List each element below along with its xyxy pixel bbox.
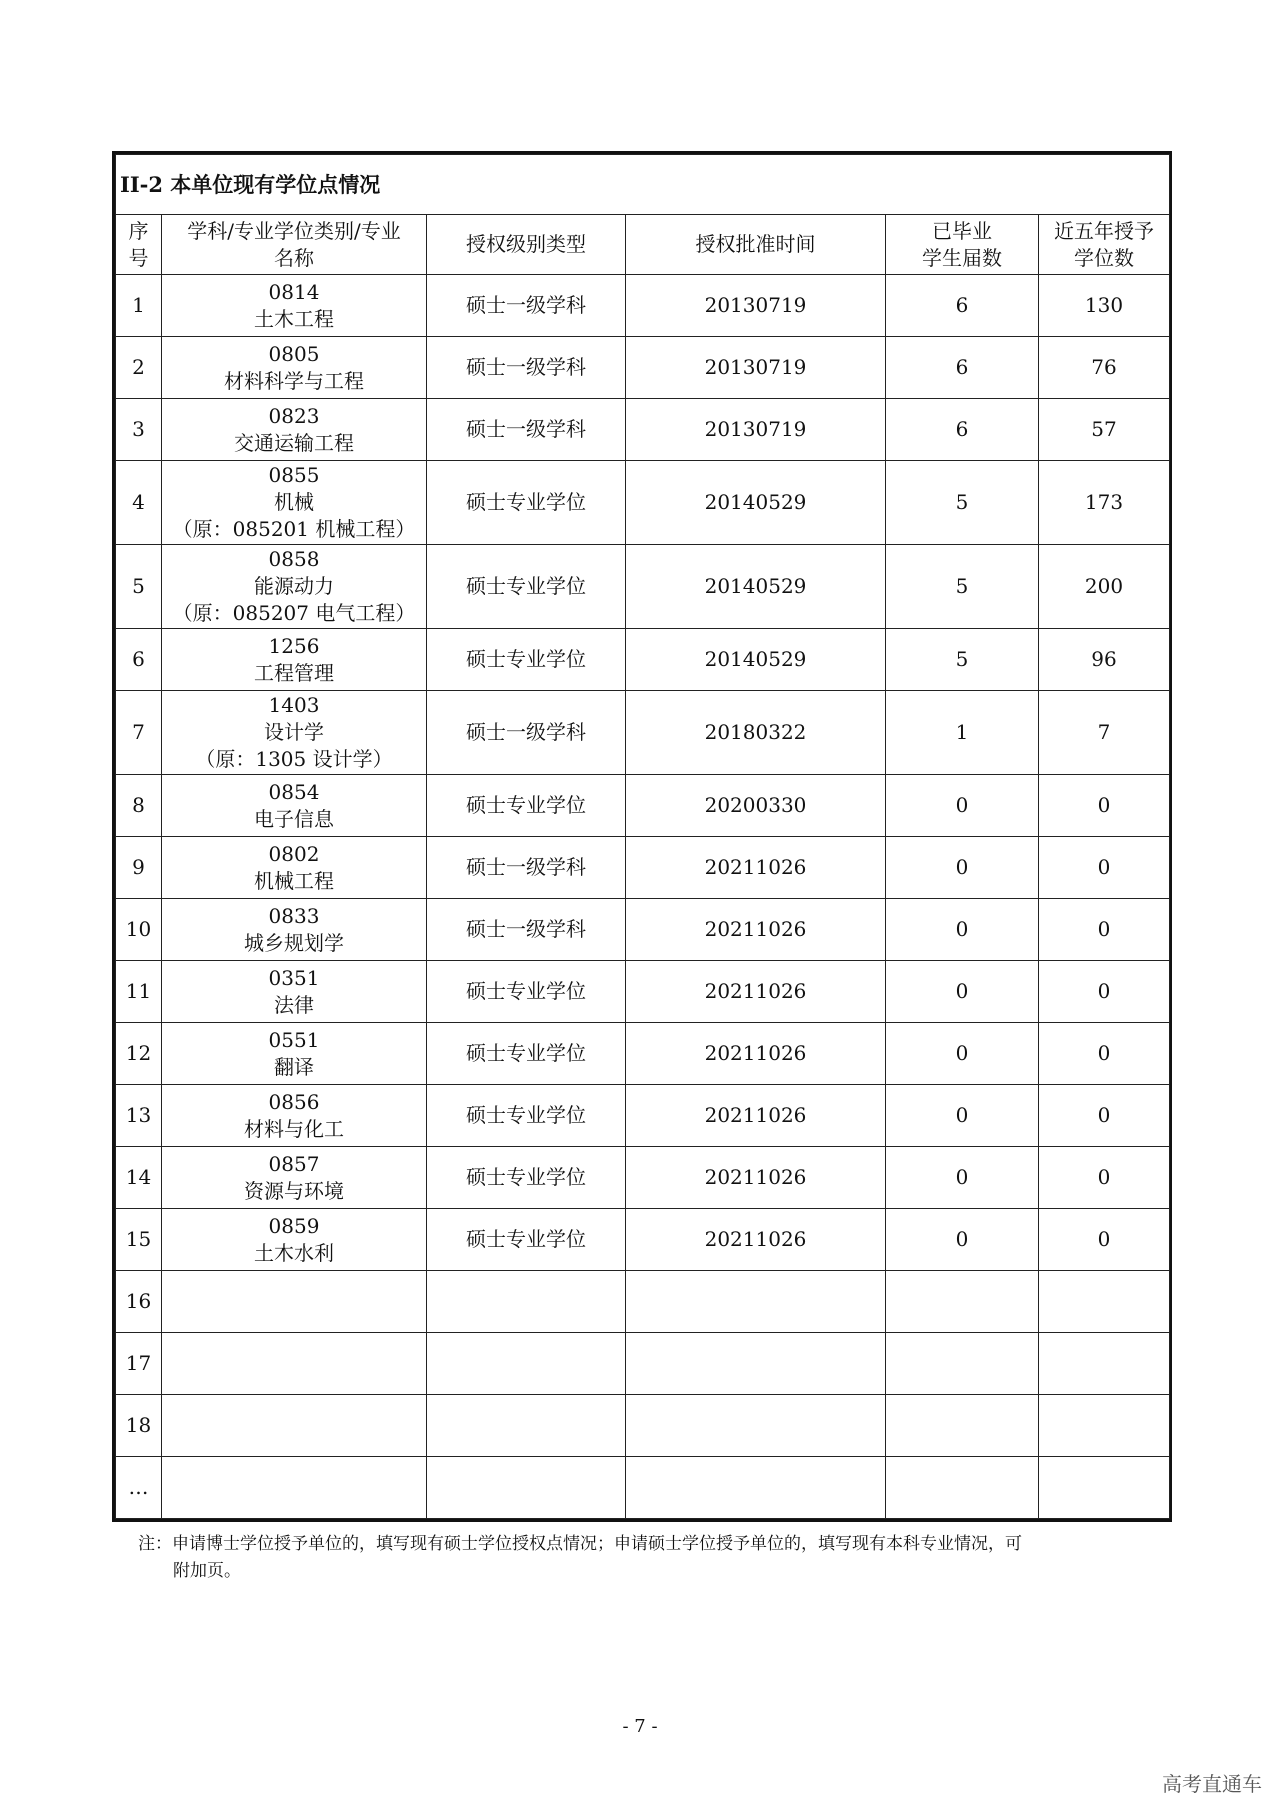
- cell-index: 17: [116, 1333, 162, 1395]
- cell-index: 4: [116, 461, 162, 545]
- table-row: [116, 899, 1170, 961]
- cell-subject: [162, 1023, 427, 1085]
- cell-grads: 6: [886, 275, 1039, 337]
- blank-row: [116, 1271, 1170, 1333]
- cell-index: 13: [116, 1085, 162, 1147]
- cell-type: 硕士专业学位: [427, 1147, 626, 1209]
- subject-name: 电子信息: [254, 806, 334, 831]
- cell-degrees: 0: [1039, 775, 1170, 837]
- subject-name: 机械工程: [254, 868, 334, 893]
- header-type: 授权级别类型: [427, 215, 626, 275]
- cell-empty: [886, 1271, 1039, 1333]
- cell-time: 20211026: [626, 1023, 886, 1085]
- subject-code: 0858: [268, 547, 320, 571]
- subject-name: 土木工程: [254, 306, 334, 331]
- cell-empty: [626, 1457, 886, 1519]
- cell-index: 9: [116, 837, 162, 899]
- table-row: [116, 629, 1170, 691]
- cell-grads: 5: [886, 545, 1039, 629]
- cell-degrees: 96: [1039, 629, 1170, 691]
- header-degrees: 近五年授予 学位数: [1039, 215, 1170, 275]
- cell-degrees: 200: [1039, 545, 1170, 629]
- cell-time: 20200330: [626, 775, 886, 837]
- cell-empty: [427, 1395, 626, 1457]
- cell-index: …: [116, 1457, 162, 1519]
- cell-grads: 0: [886, 775, 1039, 837]
- blank-row: [116, 1457, 1170, 1519]
- subject-code: 0351: [268, 965, 320, 990]
- cell-index: 3: [116, 399, 162, 461]
- cell-index: 14: [116, 1147, 162, 1209]
- cell-grads: 1: [886, 691, 1039, 775]
- cell-empty: [1039, 1457, 1170, 1519]
- table-row: [116, 275, 1170, 337]
- cell-subject: [162, 275, 427, 337]
- cell-time: 20211026: [626, 1085, 886, 1147]
- cell-time: 20130719: [626, 337, 886, 399]
- cell-empty: [162, 1333, 427, 1395]
- cell-empty: [427, 1271, 626, 1333]
- subject-original: （原：085207 电气工程）: [172, 601, 416, 625]
- cell-index: 2: [116, 337, 162, 399]
- cell-degrees: 57: [1039, 399, 1170, 461]
- cell-index: 7: [116, 691, 162, 775]
- cell-type: 硕士专业学位: [427, 1085, 626, 1147]
- cell-empty: [162, 1395, 427, 1457]
- cell-subject: [162, 691, 427, 775]
- subject-code: 0854: [268, 779, 320, 804]
- cell-grads: 0: [886, 1147, 1039, 1209]
- cell-type: 硕士专业学位: [427, 545, 626, 629]
- cell-empty: [1039, 1333, 1170, 1395]
- cell-time: 20211026: [626, 1147, 886, 1209]
- cell-degrees: 0: [1039, 837, 1170, 899]
- cell-type: 硕士专业学位: [427, 1023, 626, 1085]
- cell-empty: [162, 1457, 427, 1519]
- cell-type: 硕士专业学位: [427, 775, 626, 837]
- cell-empty: [1039, 1271, 1170, 1333]
- cell-type: 硕士一级学科: [427, 399, 626, 461]
- cell-subject: [162, 899, 427, 961]
- cell-grads: 0: [886, 899, 1039, 961]
- cell-index: 6: [116, 629, 162, 691]
- cell-empty: [427, 1333, 626, 1395]
- cell-degrees: 0: [1039, 1209, 1170, 1271]
- table-row: [116, 837, 1170, 899]
- footnote-line-1: 注：申请博士学位授予单位的，填写现有硕士学位授权点情况；申请硕士学位授予单位的，填写现有本科专业情况，可: [138, 1534, 1022, 1554]
- subject-name: 设计学: [264, 720, 324, 744]
- cell-grads: 0: [886, 1085, 1039, 1147]
- table-row: [116, 1023, 1170, 1085]
- cell-time: 20140529: [626, 629, 886, 691]
- section-title: II-2 本单位现有学位点情况: [116, 155, 1170, 215]
- cell-empty: [886, 1395, 1039, 1457]
- degree-table: [115, 154, 1170, 1519]
- cell-time: 20130719: [626, 399, 886, 461]
- table-row: [116, 399, 1170, 461]
- subject-original: （原：1305 设计学）: [195, 747, 393, 771]
- subject-code: 0857: [268, 1151, 320, 1176]
- table-row: [116, 691, 1170, 775]
- cell-index: 11: [116, 961, 162, 1023]
- subject-code: 1403: [268, 693, 320, 717]
- cell-time: 20211026: [626, 961, 886, 1023]
- cell-subject: [162, 399, 427, 461]
- cell-degrees: 173: [1039, 461, 1170, 545]
- subject-name: 能源动力: [254, 574, 334, 598]
- table-row: [116, 1085, 1170, 1147]
- cell-degrees: 0: [1039, 1085, 1170, 1147]
- cell-subject: [162, 1085, 427, 1147]
- subject-name: 材料与化工: [244, 1116, 344, 1141]
- header-time: 授权批准时间: [626, 215, 886, 275]
- table-row: [116, 337, 1170, 399]
- cell-subject: [162, 837, 427, 899]
- cell-type: 硕士专业学位: [427, 461, 626, 545]
- table-row: [116, 961, 1170, 1023]
- subject-code: 1256: [268, 633, 320, 658]
- cell-type: 硕士一级学科: [427, 337, 626, 399]
- cell-index: 18: [116, 1395, 162, 1457]
- cell-subject: [162, 775, 427, 837]
- table-row: [116, 1147, 1170, 1209]
- subject-name: 交通运输工程: [234, 430, 354, 455]
- cell-degrees: 7: [1039, 691, 1170, 775]
- cell-empty: [162, 1271, 427, 1333]
- cell-time: 20180322: [626, 691, 886, 775]
- cell-type: 硕士专业学位: [427, 961, 626, 1023]
- cell-index: 10: [116, 899, 162, 961]
- subject-code: 0805: [268, 341, 320, 366]
- cell-grads: 0: [886, 961, 1039, 1023]
- cell-type: 硕士一级学科: [427, 837, 626, 899]
- subject-code: 0802: [268, 841, 320, 866]
- cell-time: 20130719: [626, 275, 886, 337]
- subject-name: 工程管理: [254, 660, 334, 685]
- cell-type: 硕士一级学科: [427, 899, 626, 961]
- page-number: - 7 -: [622, 1716, 658, 1737]
- cell-empty: [626, 1271, 886, 1333]
- cell-empty: [886, 1457, 1039, 1519]
- header-grads: 已毕业 学生届数: [886, 215, 1039, 275]
- cell-degrees: 0: [1039, 961, 1170, 1023]
- cell-time: 20211026: [626, 1209, 886, 1271]
- cell-empty: [427, 1457, 626, 1519]
- table-row: [116, 545, 1170, 629]
- header-name: 学科/专业学位类别/专业 名称: [162, 215, 427, 275]
- watermark: 高考直通车: [1162, 1772, 1262, 1796]
- cell-time: 20140529: [626, 461, 886, 545]
- subject-name: 土木水利: [254, 1240, 334, 1265]
- cell-grads: 5: [886, 461, 1039, 545]
- subject-code: 0551: [268, 1027, 320, 1052]
- cell-index: 8: [116, 775, 162, 837]
- table-row: [116, 461, 1170, 545]
- header-row: [116, 215, 1170, 275]
- cell-time: 20140529: [626, 545, 886, 629]
- cell-subject: [162, 629, 427, 691]
- cell-type: 硕士专业学位: [427, 629, 626, 691]
- cell-empty: [626, 1333, 886, 1395]
- subject-code: 0814: [268, 279, 320, 304]
- subject-name: 翻译: [274, 1054, 314, 1079]
- cell-degrees: 0: [1039, 899, 1170, 961]
- subject-name: 法律: [274, 992, 314, 1017]
- cell-type: 硕士专业学位: [427, 1209, 626, 1271]
- header-index: 序 号: [116, 215, 162, 275]
- subject-code: 0859: [268, 1213, 320, 1238]
- cell-grads: 0: [886, 837, 1039, 899]
- cell-grads: 0: [886, 1209, 1039, 1271]
- cell-subject: [162, 337, 427, 399]
- footnote-line-2: 附加页。: [173, 1561, 241, 1581]
- cell-subject: [162, 1209, 427, 1271]
- cell-type: 硕士一级学科: [427, 691, 626, 775]
- cell-type: 硕士一级学科: [427, 275, 626, 337]
- cell-subject: [162, 545, 427, 629]
- cell-subject: [162, 461, 427, 545]
- subject-name: 资源与环境: [244, 1178, 344, 1203]
- subject-code: 0823: [268, 403, 320, 428]
- cell-degrees: 0: [1039, 1023, 1170, 1085]
- cell-grads: 6: [886, 337, 1039, 399]
- cell-degrees: 0: [1039, 1147, 1170, 1209]
- cell-grads: 5: [886, 629, 1039, 691]
- cell-degrees: 130: [1039, 275, 1170, 337]
- subject-original: （原：085201 机械工程）: [172, 517, 416, 541]
- subject-code: 0833: [268, 903, 320, 928]
- cell-subject: [162, 1147, 427, 1209]
- cell-empty: [1039, 1395, 1170, 1457]
- cell-index: 5: [116, 545, 162, 629]
- table-body: [116, 275, 1170, 1519]
- table-row: [116, 1209, 1170, 1271]
- degree-table-container: [112, 151, 1172, 1522]
- cell-degrees: 76: [1039, 337, 1170, 399]
- cell-empty: [626, 1395, 886, 1457]
- subject-code: 0856: [268, 1089, 320, 1114]
- cell-subject: [162, 961, 427, 1023]
- blank-row: [116, 1333, 1170, 1395]
- cell-index: 1: [116, 275, 162, 337]
- cell-index: 16: [116, 1271, 162, 1333]
- subject-name: 城乡规划学: [244, 930, 344, 955]
- cell-index: 15: [116, 1209, 162, 1271]
- table-row: [116, 775, 1170, 837]
- cell-index: 12: [116, 1023, 162, 1085]
- subject-name: 材料科学与工程: [224, 368, 364, 393]
- blank-row: [116, 1395, 1170, 1457]
- cell-grads: 0: [886, 1023, 1039, 1085]
- footnote: [138, 1531, 1158, 1585]
- cell-grads: 6: [886, 399, 1039, 461]
- subject-code: 0855: [268, 463, 320, 487]
- subject-name: 机械: [274, 490, 314, 514]
- cell-time: 20211026: [626, 837, 886, 899]
- cell-time: 20211026: [626, 899, 886, 961]
- cell-empty: [886, 1333, 1039, 1395]
